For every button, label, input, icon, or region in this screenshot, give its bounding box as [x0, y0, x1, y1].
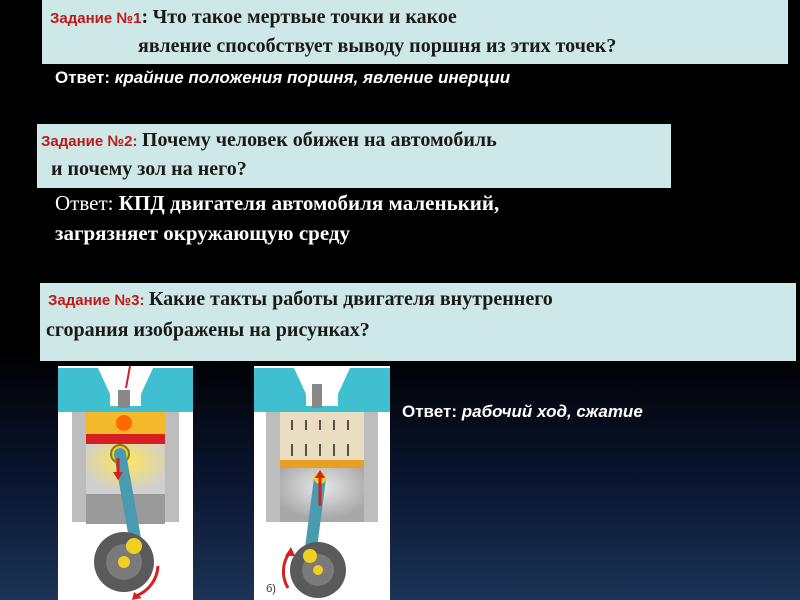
engine-power-stroke-illustration — [58, 366, 193, 600]
figure-b-caption: б) — [266, 583, 276, 595]
task2-line1-row — [41, 129, 497, 152]
answer1 — [55, 68, 510, 88]
answer2-line1-row — [55, 188, 499, 218]
task2-question-line1: Почему человек обижен на автомобиль — [141, 129, 497, 151]
task1-colon: : — [141, 6, 149, 28]
task3-question-line2: сгорания изображены на рисунках? — [46, 319, 370, 341]
answer3-text: рабочий ход, сжатие — [461, 402, 643, 421]
task1-question-line2: явление способствует выводу поршня из этих точек? — [138, 35, 617, 57]
answer2-line1: КПД двигателя автомобиля маленький, — [118, 191, 500, 215]
answer2-label: Ответ: — [55, 191, 114, 215]
task2-question-line2: и почему зол на него? — [51, 158, 247, 180]
task3-box — [40, 283, 796, 361]
answer3-label: Ответ: — [402, 402, 457, 421]
answer1-label: Ответ: — [55, 68, 110, 87]
task3-label: Задание №3: — [48, 292, 145, 309]
answer2 — [55, 188, 499, 248]
task1-box — [42, 0, 788, 64]
task2-label: Задание №2: — [41, 133, 138, 150]
answer2-line2: загрязняет окружающую среду — [55, 221, 350, 245]
task1-line1-row — [50, 6, 457, 29]
answer3 — [402, 402, 643, 422]
engine-compression-stroke-illustration — [254, 366, 390, 600]
task3-question-line1: Какие такты работы двигателя внутреннего — [148, 288, 553, 310]
task1-question-line1: Что такое мертвые точки и какое — [152, 6, 457, 28]
task2-box — [37, 124, 671, 188]
task3-line1-row — [48, 288, 553, 311]
answer1-text: крайние положения поршня, явление инерции — [114, 68, 511, 87]
task1-label: Задание №1 — [50, 10, 142, 27]
